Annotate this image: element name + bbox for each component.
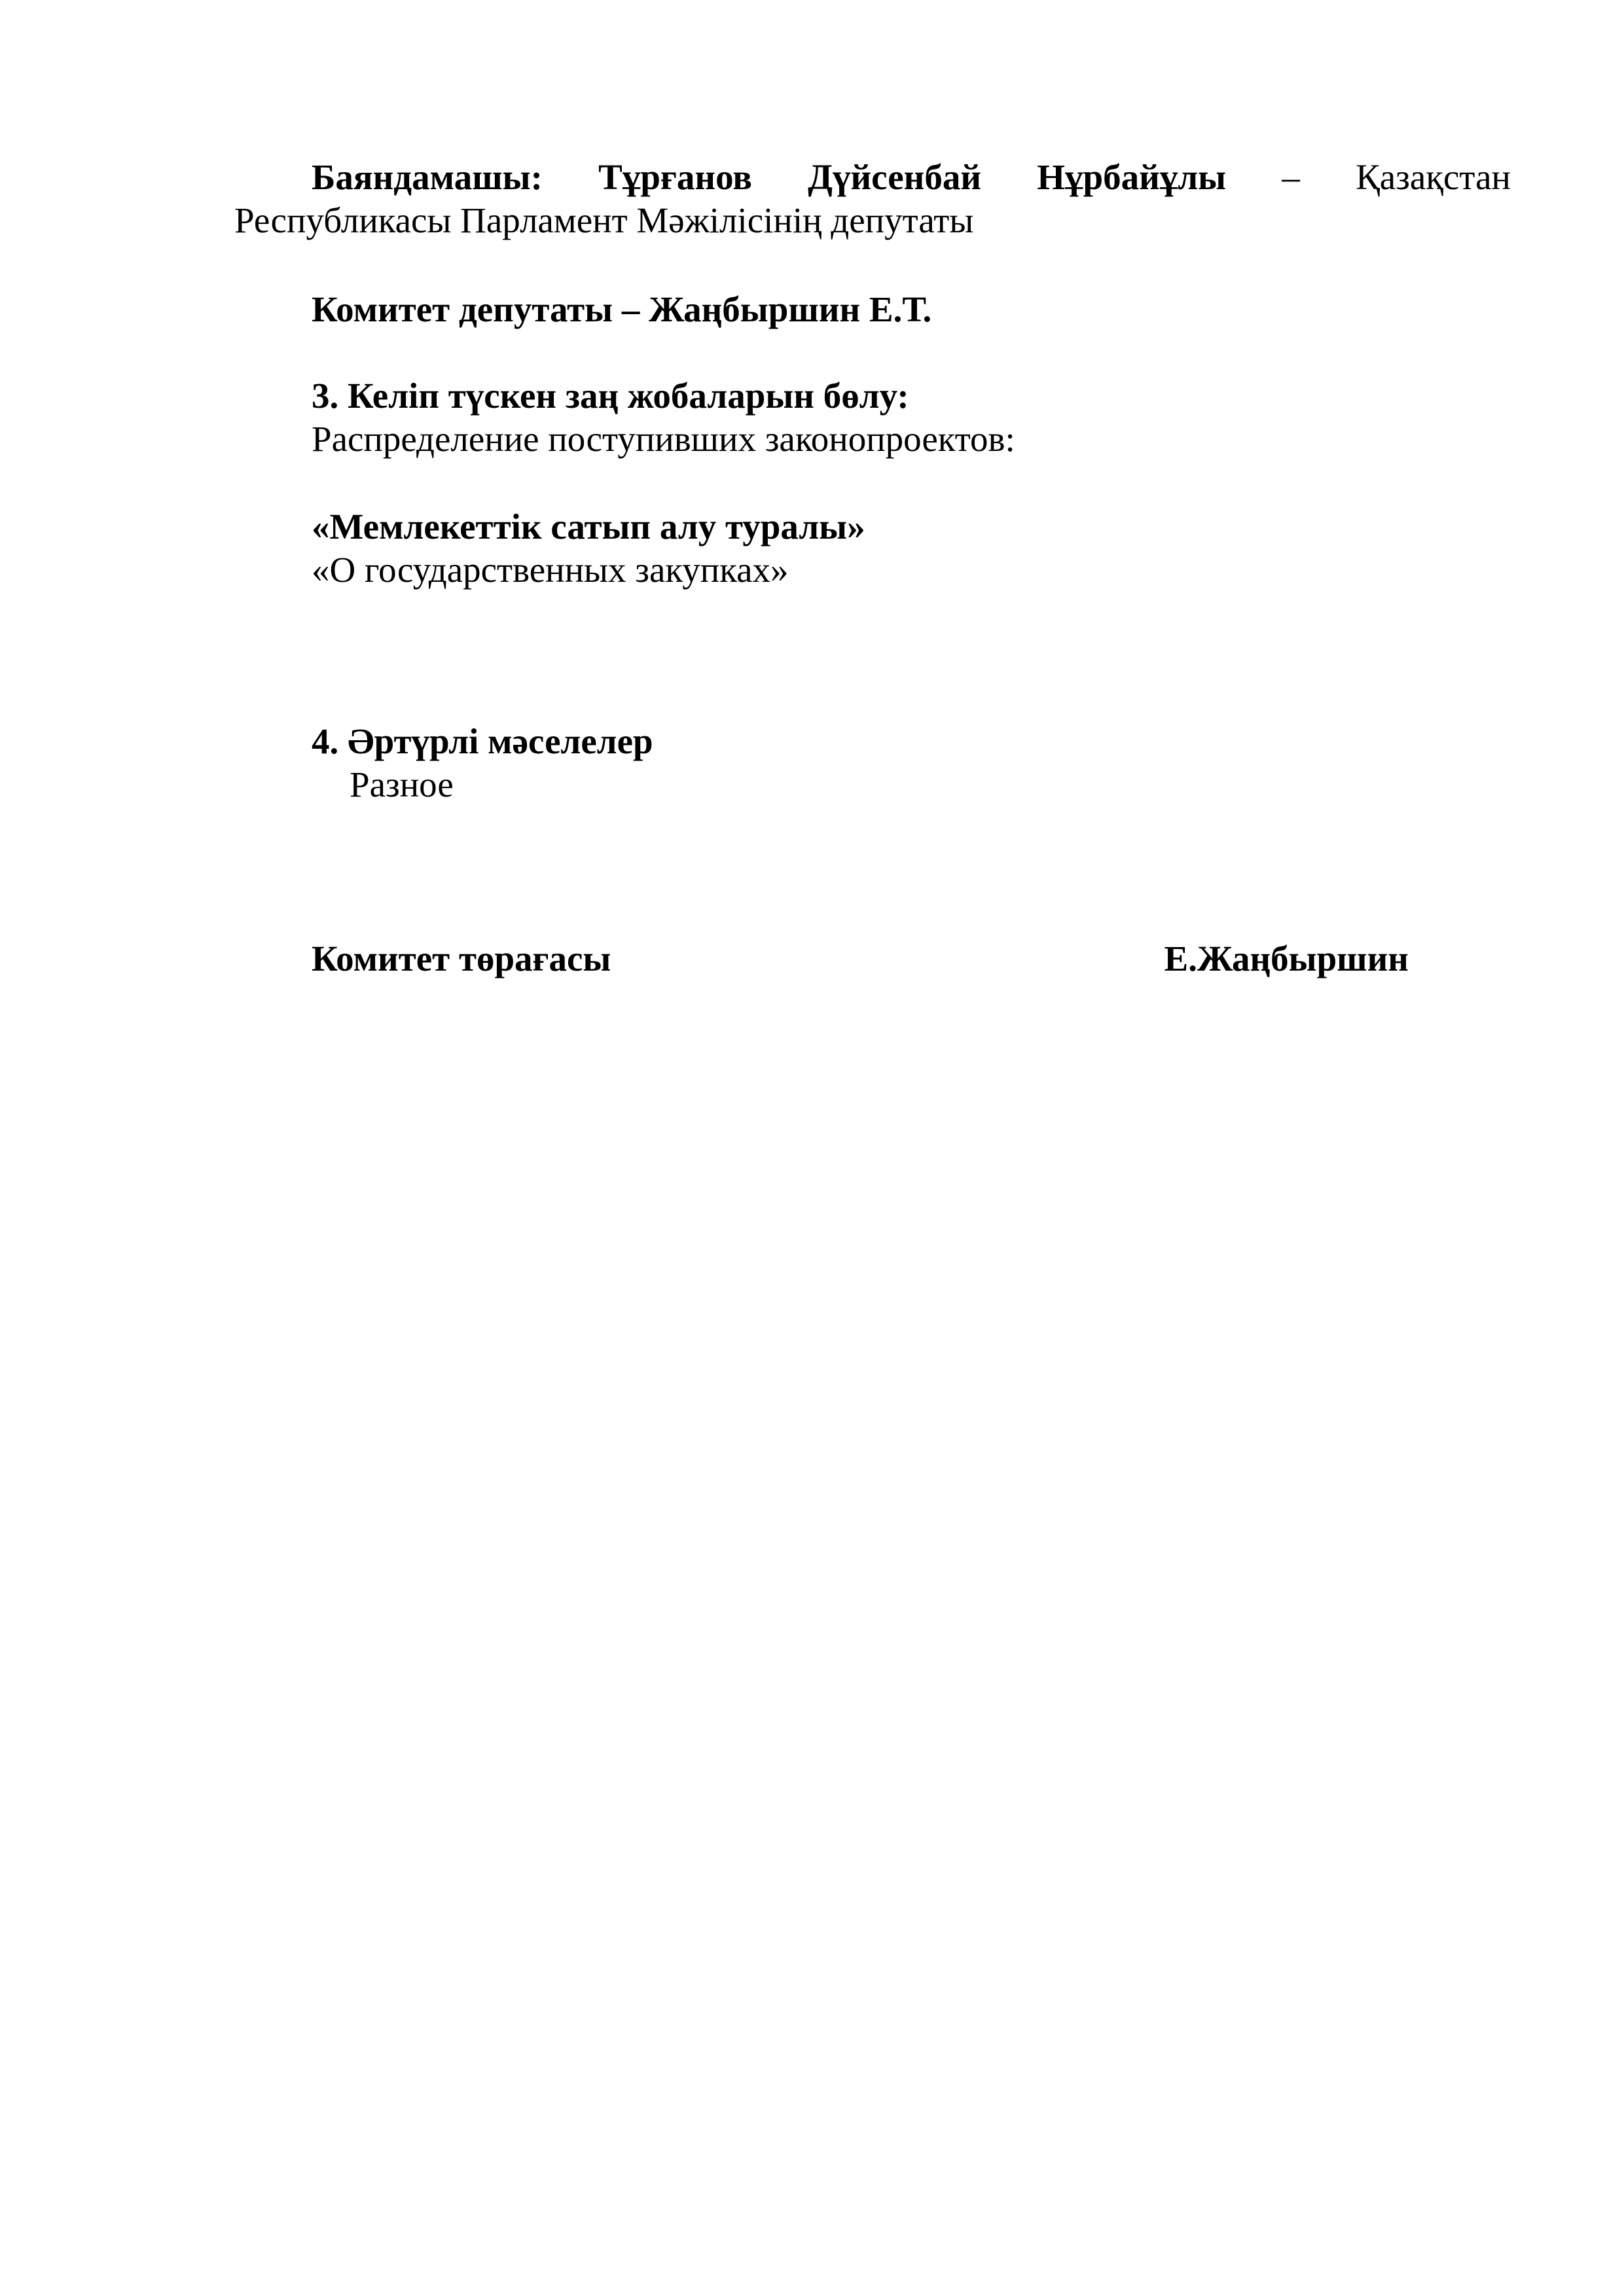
item-3-title: 3. Келіп түскен заң жобаларын бөлу: [312,376,909,416]
item-4 [234,720,1588,806]
committee-deputy: Комитет депутаты – Жаңбыршин Е.Т. [312,289,932,329]
bill [234,505,1588,592]
item-4-title: 4. Әртүрлі мәселелер [312,721,653,761]
item-3-subtitle: Распределение поступивших законопроектов: [312,419,1015,459]
item-4-subtitle: Разное [350,764,454,804]
signature-name: Е.Жаңбыршин [1164,939,1409,978]
signature-row [312,937,1409,980]
speaker-paragraph [234,156,1511,242]
speaker-position-start: Қазақстан [1356,157,1511,197]
bill-title-ru: «О государственных закупках» [312,550,789,590]
speaker-line-1 [234,156,1511,199]
speaker-dash: – [1282,157,1300,197]
item-3 [234,374,1588,461]
signature-role: Комитет төрағасы [312,939,611,978]
speaker-label: Баяндамашы: [312,157,543,197]
speaker-position-rest: Республикасы Парламент Мәжілісінің депутаты [234,200,974,240]
bill-title-kz: «Мемлекеттік сатып алу туралы» [312,507,865,547]
speaker-first-name: Дүйсенбай [808,157,982,197]
speaker-patronymic: Нұрбайұлы [1037,157,1227,197]
speaker-surname: Тұрғанов [598,157,752,197]
